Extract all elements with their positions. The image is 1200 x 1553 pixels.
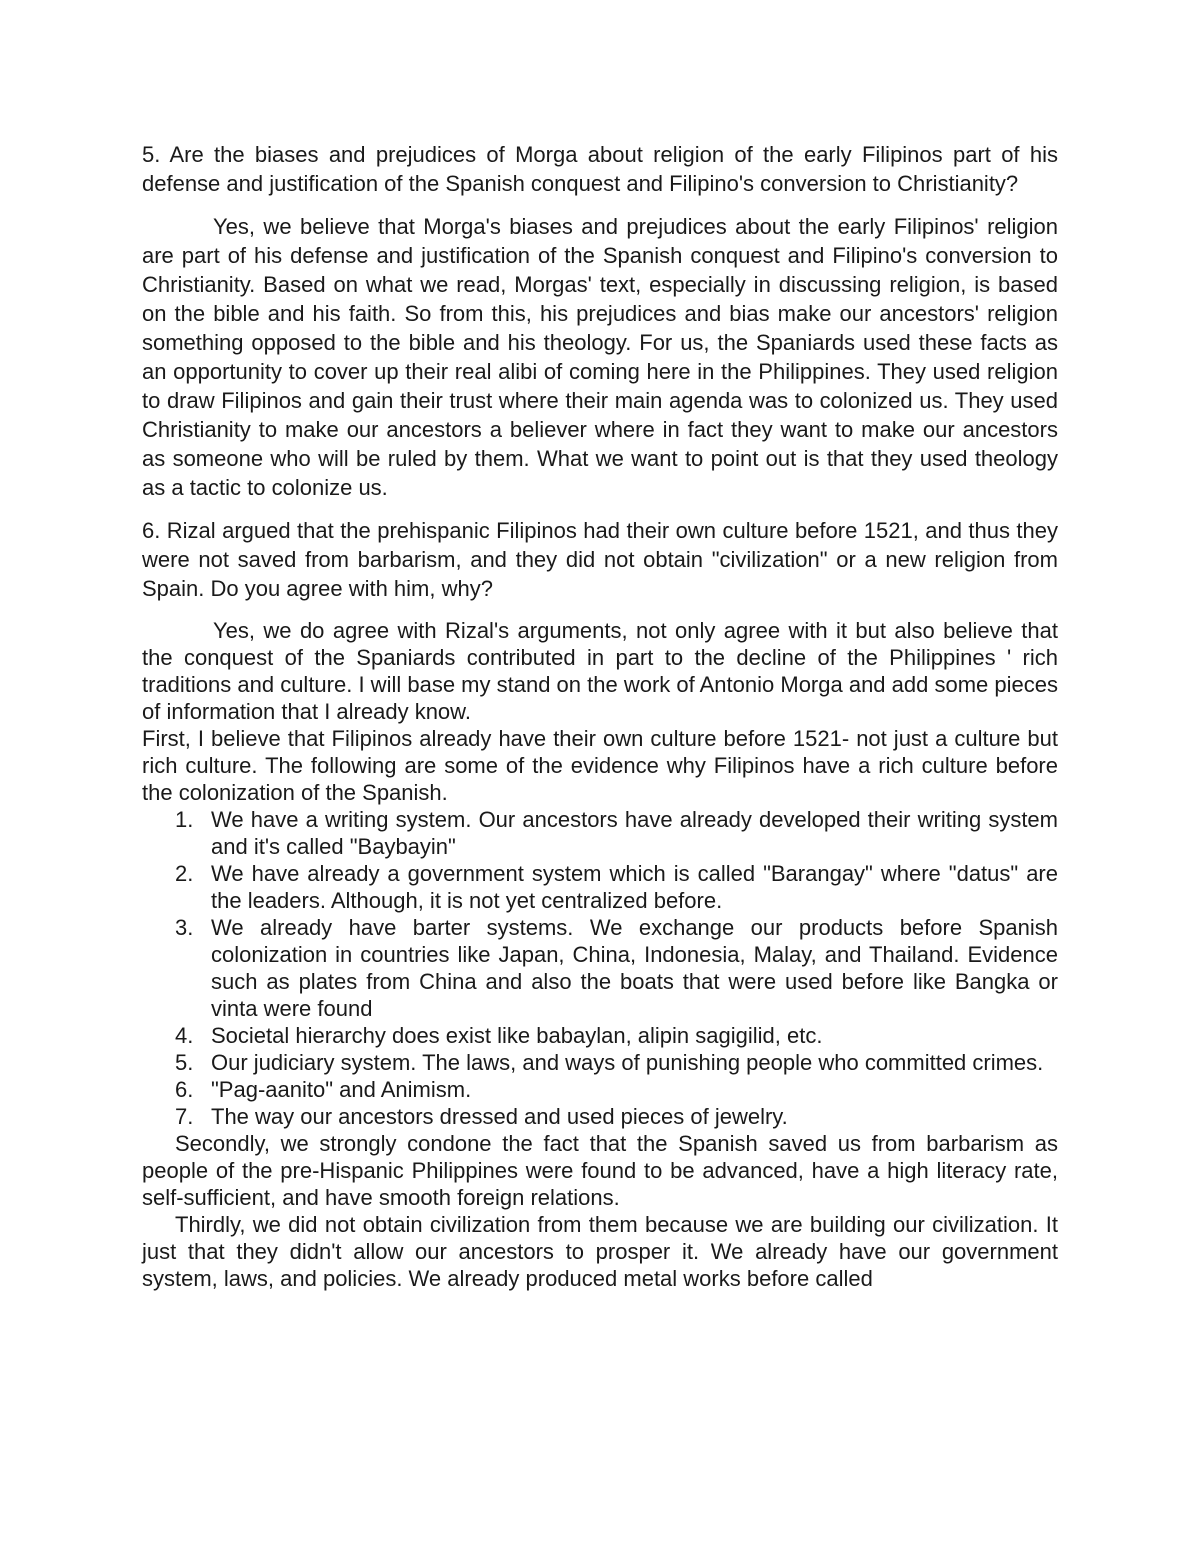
list-item-text: The way our ancestors dressed and used pieces of jewelry.: [211, 1104, 788, 1129]
list-item: [142, 914, 1058, 1022]
list-item-text: We already have barter systems. We exchange our products before Spanish colonization in countries like Japan, China, Indonesia, Malay, and Thailand. Evidence such as plates from China and also the boats that were used before like Bangka or vinta were found: [211, 915, 1058, 1021]
document-page: [142, 140, 1058, 1292]
list-item-number: 5.: [175, 1050, 194, 1075]
list-item: [142, 1103, 1058, 1130]
list-item-number: 3.: [175, 915, 194, 940]
answer-6-second-point: Secondly, we strongly condone the fact that the Spanish saved us from barbarism as people of the pre-Hispanic Philippines were found to be advanced, have a high literacy rate, self-sufficient, and have smooth foreign relations.: [142, 1131, 1058, 1210]
answer-5: Yes, we believe that Morga's biases and prejudices about the early Filipinos' religion are part of his defense and justification of the Spanish conquest and Filipino's conversion to Christianity. Based on what we read, Morgas' text, especially in discussing religion, is based on the bible and his faith. So from this, his prejudices and bias make our ancestors' religion something opposed to the bible and his theology. For us, the Spaniards used these facts as an opportunity to cover up their real alibi of coming here in the Philippines. They used religion to draw Filipinos and gain their trust where their main agenda was to colonized us. They used Christianity to make our ancestors a believer where in fact they want to make our ancestors as someone who will be ruled by them. What we want to point out is that they used theology as a tactic to colonize us.: [142, 214, 1058, 500]
list-item-text: We have already a government system which is called "Barangay" where "datus" are the leaders. Although, it is not yet centralized before.: [211, 861, 1058, 913]
question-5: 5. Are the biases and prejudices of Morga about religion of the early Filipinos part of his defense and justification of the Spanish conquest and Filipino's conversion to Christianity?: [142, 142, 1058, 196]
list-item-text: "Pag-aanito" and Animism.: [211, 1077, 472, 1102]
evidence-list: [142, 806, 1058, 1130]
list-item-text: We have a writing system. Our ancestors have already developed their writing system and it's called "Baybayin": [211, 807, 1058, 859]
list-item-number: 7.: [175, 1104, 194, 1129]
list-item: [142, 1049, 1058, 1076]
list-item: [142, 860, 1058, 914]
answer-6-third-point: Thirdly, we did not obtain civilization from them because we are building our civilization. It just that they didn't allow our ancestors to prosper it. We already have our government system, laws, and policies. We already produced metal works before called: [142, 1212, 1058, 1291]
list-item: [142, 1022, 1058, 1049]
question-6: 6. Rizal argued that the prehispanic Filipinos had their own culture before 1521, and thus they were not saved from barbarism, and they did not obtain "civilization" or a new religion from Spain. Do you agree with him, why?: [142, 518, 1058, 601]
list-item-number: 4.: [175, 1023, 194, 1048]
answer-6-first-point: First, I believe that Filipinos already have their own culture before 1521- not just a culture but rich culture. The following are some of the evidence why Filipinos have a rich culture before the colonization of the Spanish.: [142, 726, 1058, 805]
answer-6-intro: Yes, we do agree with Rizal's arguments, not only agree with it but also believe that the conquest of the Spaniards contributed in part to the decline of the Philippines ' rich traditions and culture. I will base my stand on the work of Antonio Morga and add some pieces of information that I already know.: [142, 618, 1058, 724]
list-item-text: Our judiciary system. The laws, and ways of punishing people who committed crimes.: [211, 1050, 1044, 1075]
list-item-text: Societal hierarchy does exist like babaylan, alipin sagigilid, etc.: [211, 1023, 823, 1048]
list-item-number: 1.: [175, 807, 194, 832]
list-item-number: 6.: [175, 1077, 194, 1102]
list-item: [142, 1076, 1058, 1103]
list-item-number: 2.: [175, 861, 194, 886]
list-item: [142, 806, 1058, 860]
